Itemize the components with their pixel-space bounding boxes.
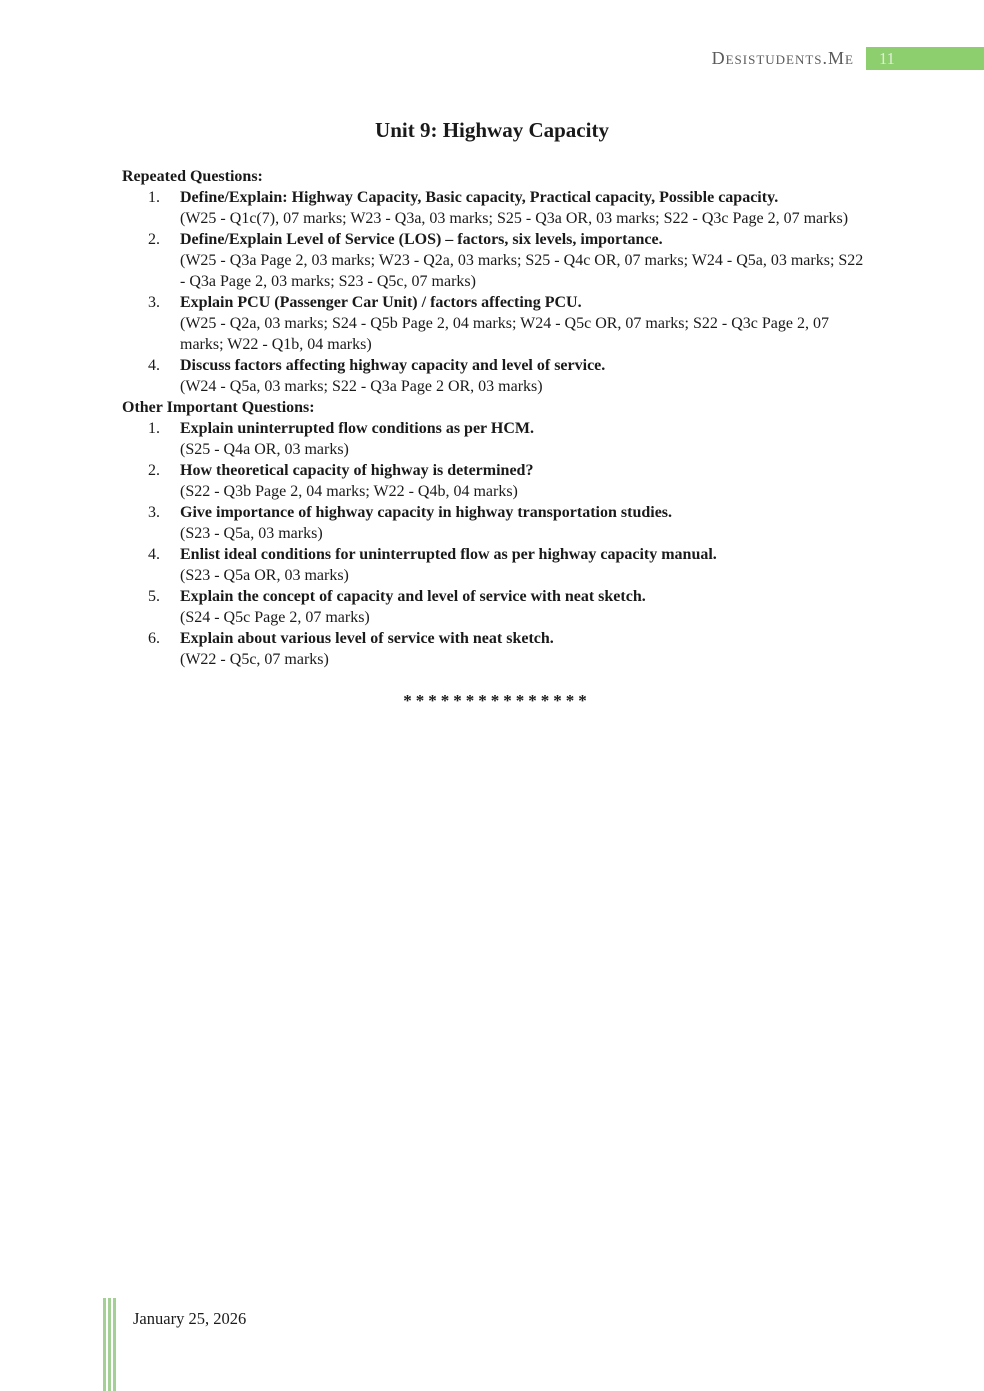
question-item bbox=[122, 229, 872, 292]
question-item bbox=[122, 187, 872, 229]
site-watermark: Desistudents.Me bbox=[711, 48, 854, 68]
list-number: 6. bbox=[148, 630, 160, 647]
accent-line bbox=[113, 1298, 116, 1391]
footer-date: January 25, 2026 bbox=[133, 1309, 247, 1328]
list-number: 4. bbox=[148, 357, 160, 374]
footer-accent-lines bbox=[103, 1298, 116, 1391]
list-number: 1. bbox=[148, 420, 160, 437]
page-number-badge: 11 bbox=[866, 47, 984, 70]
separator-asterisks: *************** bbox=[403, 691, 591, 710]
list-number: 5. bbox=[148, 588, 160, 605]
list-number: 4. bbox=[148, 546, 160, 563]
question-item bbox=[122, 502, 872, 544]
question-item bbox=[122, 544, 872, 586]
accent-line bbox=[103, 1298, 106, 1391]
list-number: 2. bbox=[148, 462, 160, 479]
question-text: How theoretical capacity of highway is determined? bbox=[180, 462, 534, 479]
citation-text: (W24 - Q5a, 03 marks; S22 - Q3a Page 2 OR, 03 marks) bbox=[180, 378, 543, 395]
list-number: 1. bbox=[148, 189, 160, 206]
question-item bbox=[122, 628, 872, 670]
question-item bbox=[122, 418, 872, 460]
citation-text: (S23 - Q5a OR, 03 marks) bbox=[180, 567, 349, 584]
question-item bbox=[122, 460, 872, 502]
citation-text: (W22 - Q5c, 07 marks) bbox=[180, 651, 329, 668]
section-heading-other: Other Important Questions: bbox=[122, 399, 315, 416]
citation-text: (S24 - Q5c Page 2, 07 marks) bbox=[180, 609, 370, 626]
question-text: Explain PCU (Passenger Car Unit) / factors affecting PCU. bbox=[180, 294, 582, 311]
citation-text: (W25 - Q1c(7), 07 marks; W23 - Q3a, 03 marks; S25 - Q3a OR, 03 marks; S22 - Q3c Page 2, 07 marks) bbox=[180, 210, 849, 227]
question-text: Give importance of highway capacity in highway transportation studies. bbox=[180, 504, 673, 521]
section-heading-repeated: Repeated Questions: bbox=[122, 168, 263, 185]
citation-text: (S25 - Q4a OR, 03 marks) bbox=[180, 441, 349, 458]
citation-text: (W25 - Q2a, 03 marks; S24 - Q5b Page 2, 04 marks; W24 - Q5c OR, 07 marks; S22 - Q3c Page 2, 07 marks; W22 - Q1b, 04 marks) bbox=[180, 315, 829, 353]
list-number: 3. bbox=[148, 294, 160, 311]
citation-text: (S22 - Q3b Page 2, 04 marks; W22 - Q4b, 04 marks) bbox=[180, 483, 518, 500]
question-text: Define/Explain: Highway Capacity, Basic capacity, Practical capacity, Possible capacity. bbox=[180, 189, 779, 206]
page-title: Unit 9: Highway Capacity bbox=[375, 118, 609, 142]
question-item bbox=[122, 355, 872, 397]
question-text: Enlist ideal conditions for uninterrupted flow as per highway capacity manual. bbox=[180, 546, 717, 563]
list-number: 3. bbox=[148, 504, 160, 521]
accent-line bbox=[108, 1298, 111, 1391]
document-body bbox=[122, 166, 872, 711]
list-number: 2. bbox=[148, 231, 160, 248]
question-text: Explain the concept of capacity and level of service with neat sketch. bbox=[180, 588, 646, 605]
question-item bbox=[122, 292, 872, 355]
question-text: Discuss factors affecting highway capacity and level of service. bbox=[180, 357, 606, 374]
question-text: Define/Explain Level of Service (LOS) – factors, six levels, importance. bbox=[180, 231, 663, 248]
page-header bbox=[0, 47, 984, 70]
question-text: Explain about various level of service with neat sketch. bbox=[180, 630, 554, 647]
question-item bbox=[122, 586, 872, 628]
question-text: Explain uninterrupted flow conditions as per HCM. bbox=[180, 420, 534, 437]
citation-text: (W25 - Q3a Page 2, 03 marks; W23 - Q2a, 03 marks; S25 - Q4c OR, 07 marks; W24 - Q5a, 03 marks; S22 - Q3a Page 2, 03 marks; S23 - Q5c, 07 marks) bbox=[180, 252, 864, 290]
citation-text: (S23 - Q5a, 03 marks) bbox=[180, 525, 323, 542]
